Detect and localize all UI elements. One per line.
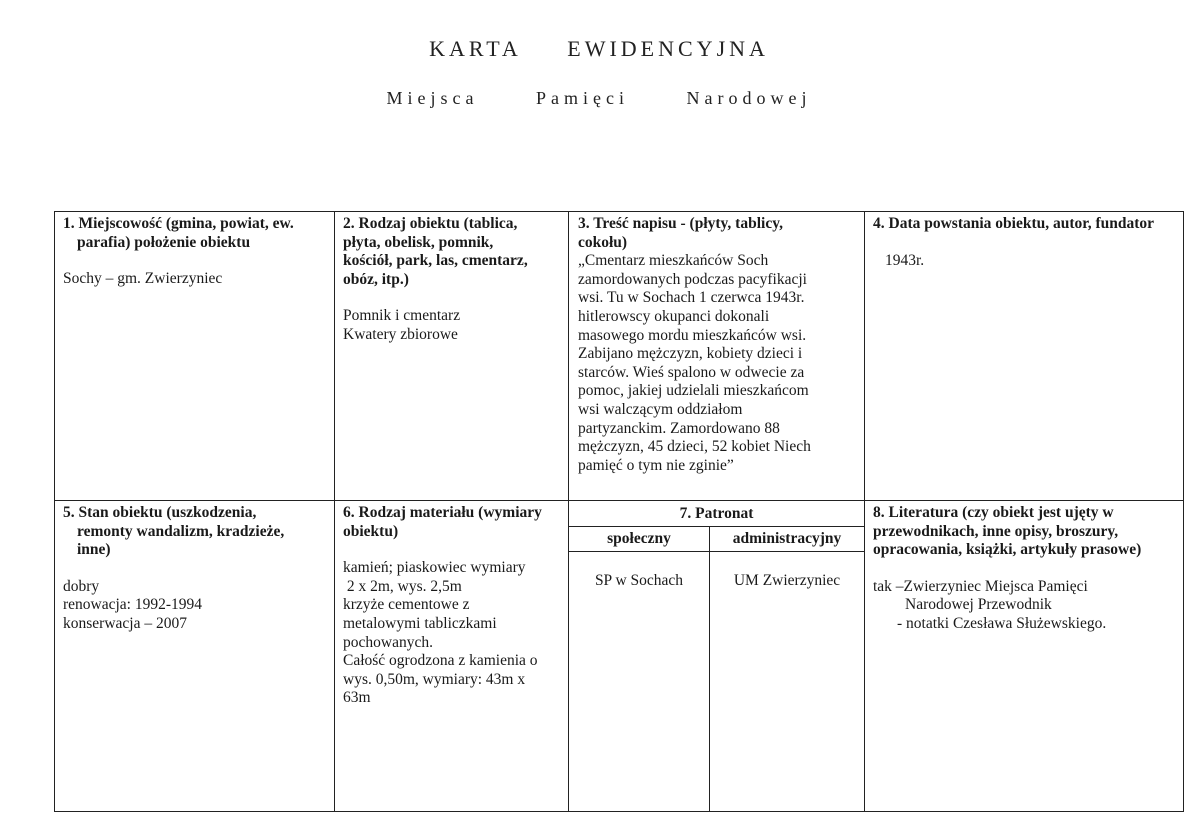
cell-condition — [55, 501, 334, 811]
literature-value — [873, 578, 1177, 634]
cell-literature-heading — [873, 504, 1177, 560]
value-line: Pomnik i cmentarz — [343, 307, 461, 325]
subtitle-part-3: Narodowej — [686, 88, 812, 108]
title-part-karta: KARTA — [429, 36, 522, 61]
cell-location-heading — [63, 215, 328, 252]
title-part-ewidencyjna: EWIDENCYJNA — [567, 36, 769, 61]
value-line: dobry — [63, 577, 100, 595]
value-line: - notatki Czesława Służewskiego. — [897, 614, 1107, 632]
inscription-line: partyzanckim. Zamordowano 88 — [578, 419, 780, 437]
value-line: konserwacja – 2007 — [63, 614, 187, 632]
value-line: wys. 0,50m, wymiary: 43m x — [343, 670, 526, 688]
heading-line: opracowania, książki, artykuły prasowe) — [873, 541, 1142, 559]
divider — [709, 526, 710, 811]
heading-line: cokołu) — [578, 233, 628, 251]
heading-line: 8. Literatura (czy obiekt jest ujęty w — [873, 504, 1114, 521]
heading-line: remonty wandalizm, kradzieże, — [77, 522, 285, 540]
inscription-line: masowego mordu mieszkańców wsi. — [578, 326, 807, 344]
patronage-admin-value: UM Zwierzyniec — [733, 572, 841, 589]
heading-line: płyta, obelisk, pomnik, — [343, 233, 494, 251]
inscription-line: zamordowanych podczas pacyfikacji — [578, 270, 807, 288]
creation-date-value: 1943r. — [885, 251, 925, 269]
heading-line: 3. Treść napisu - (płyty, tablicy, — [578, 215, 783, 232]
inscription-text — [578, 252, 858, 475]
cell-material-heading — [343, 504, 562, 541]
patronage-social-value: SP w Sochach — [594, 572, 684, 589]
value-line: Kwatery zbiorowe — [343, 325, 458, 343]
heading-line: inne) — [77, 541, 111, 559]
value-line: tak –Zwierzyniec Miejsca Pamięci — [873, 577, 1088, 595]
cell-patronage-heading: 7. Patronat — [679, 505, 754, 522]
cell-object-type — [335, 212, 568, 500]
subtitle-part-1: Miejsca — [386, 88, 479, 108]
material-value — [343, 559, 562, 708]
heading-line: obóz, itp.) — [343, 270, 409, 288]
cell-material — [335, 501, 568, 811]
cell-literature — [865, 501, 1183, 811]
inscription-line: hitlerowscy okupanci dokonali — [578, 307, 770, 325]
condition-value — [63, 578, 328, 634]
heading-line: przewodnikach, inne opisy, broszury, — [873, 522, 1119, 540]
inscription-line: pomoc, jakiej udzielali mieszkańcom — [578, 382, 809, 400]
inscription-line: pamięć o tym nie zginie” — [578, 456, 734, 474]
location-value: Sochy – gm. Zwierzyniec — [63, 270, 223, 288]
heading-line: 5. Stan obiektu (uszkodzenia, — [63, 504, 257, 521]
document-title — [0, 36, 1198, 62]
inscription-line: Zabijano mężczyzn, kobiety dzieci i — [578, 345, 803, 363]
inscription-line: wsi walczącym oddziałom — [578, 400, 743, 418]
cell-inscription — [569, 212, 864, 500]
value-line: krzyże cementowe z — [343, 596, 470, 614]
inscription-line: „Cmentarz mieszkańców Soch — [578, 252, 769, 270]
value-line: renowacja: 1992-1994 — [63, 596, 203, 614]
cell-creation-date-heading: 4. Data powstania obiektu, autor, fundator — [873, 215, 1155, 232]
heading-line: 2. Rodzaj obiektu (tablica, — [343, 215, 518, 232]
value-line: metalowymi tabliczkami — [343, 614, 497, 632]
record-table — [54, 211, 1184, 812]
cell-condition-heading — [63, 504, 328, 560]
patronage-col-social: społeczny — [607, 530, 671, 547]
value-line: kamień; piaskowiec wymiary — [343, 559, 526, 577]
heading-line: parafia) położenie obiektu — [77, 233, 251, 251]
object-type-value — [343, 307, 562, 344]
divider — [568, 551, 864, 552]
document-subtitle — [0, 88, 1198, 109]
heading-line: 6. Rodzaj materiału (wymiary — [343, 504, 542, 521]
inscription-line: wsi. Tu w Sochach 1 czerwca 1943r. — [578, 289, 805, 307]
value-line: Całość ogrodzona z kamienia o — [343, 652, 538, 670]
inscription-line: mężczyzn, 45 dzieci, 52 kobiet Niech — [578, 438, 811, 456]
subtitle-part-2: Pamięci — [536, 88, 629, 108]
heading-line: kościół, park, las, cmentarz, — [343, 252, 528, 270]
value-line: Narodowej Przewodnik — [905, 596, 1052, 614]
cell-location — [55, 212, 334, 500]
value-line: 2 x 2m, wys. 2,5m — [343, 577, 462, 595]
cell-creation-date — [865, 212, 1183, 500]
heading-line: 1. Miejscowość (gmina, powiat, ew. — [63, 215, 294, 232]
inscription-line: starców. Wieś spalono w odwecie za — [578, 363, 805, 381]
value-line: 63m — [343, 689, 371, 707]
cell-object-type-heading — [343, 215, 562, 289]
heading-line: obiektu) — [343, 522, 399, 540]
cell-inscription-heading — [578, 215, 858, 252]
value-line: pochowanych. — [343, 633, 433, 651]
patronage-col-admin: administracyjny — [732, 530, 842, 547]
